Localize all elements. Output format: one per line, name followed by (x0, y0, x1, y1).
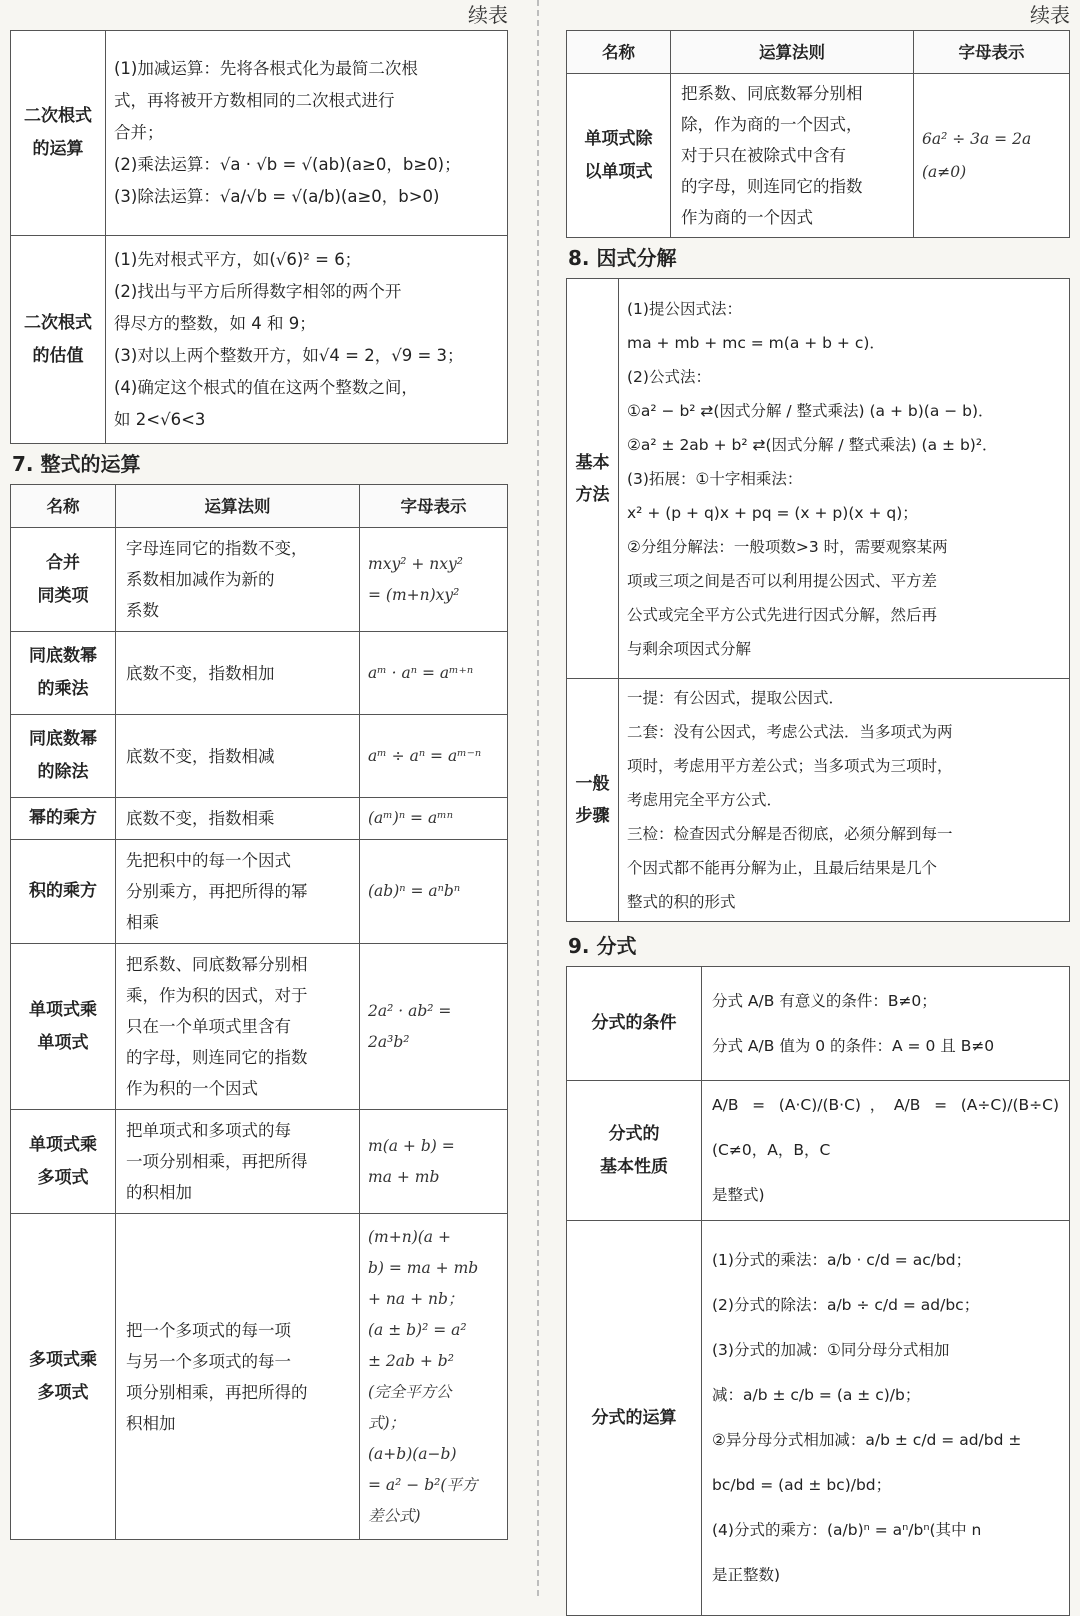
row-rule-line: (4)分式的乘方：(a/b)ⁿ = aⁿ/bⁿ(其中 n (712, 1521, 982, 1539)
row-rule-line: 如 2<√6<3 (114, 409, 206, 429)
left-column (10, 0, 508, 1540)
row-name-line: 的除法 (37, 762, 89, 782)
row-rule-line: ①a² − b² ⇄(因式分解 / 整式乘法) (a + b)(a − b)． (627, 401, 994, 420)
row-rule-line: bc/bd = (ad ± bc)/bd； (712, 1476, 892, 1494)
table-row (11, 798, 508, 840)
row-rule (702, 1221, 1070, 1616)
right-column (566, 0, 1070, 1616)
row-expression (360, 840, 508, 944)
row-name (11, 1110, 116, 1214)
row-expression-line: (a ± b)² = a² (368, 1320, 467, 1339)
row-rule-line: 只在一个单项式里含有 (126, 1017, 291, 1036)
row-name-line: 以单项式 (584, 161, 653, 182)
row-rule-line: 积相加 (126, 1413, 176, 1433)
row-rule-line: (2)分式的除法：a/b ÷ c/d = ad/bc； (712, 1296, 980, 1314)
row-rule (671, 74, 914, 238)
row-rule-line: 底数不变，指数相减 (126, 746, 275, 766)
row-rule-line: 的积相加 (126, 1183, 192, 1202)
row-name (11, 944, 116, 1110)
row-name-line: 单项式除 (584, 128, 653, 149)
row-name-line: 的估值 (32, 345, 84, 366)
row-rule (116, 840, 360, 944)
row-expression-line: 式)； (368, 1413, 406, 1432)
column-divider (537, 0, 539, 1596)
table-row (11, 840, 508, 944)
row-rule-line: 底数不变，指数相乘 (126, 809, 275, 828)
header-letter: 字母表示 (914, 31, 1070, 74)
row-name-line: 同底数幂 (29, 729, 97, 749)
row-rule-line: 分别乘方，再把所得的幂 (126, 882, 308, 901)
row-rule-line: (1)分式的乘法：a/b · c/d = ac/bd； (712, 1251, 972, 1269)
row-name (567, 1221, 702, 1616)
table-row (11, 1110, 508, 1214)
table-row (567, 74, 1070, 238)
row-expression-line: = a² − b²(平方 (368, 1475, 478, 1494)
header-letter: 字母表示 (360, 485, 508, 528)
table-row (11, 528, 508, 632)
row-rule-line: 把系数、同底数幂分别相 (126, 955, 308, 974)
header-rule: 运算法则 (116, 485, 360, 528)
row-rule-line: (3)除法运算：√a/√b = √(a/b)(a≥0，b>0) (114, 187, 440, 206)
row-rule-line: 整式的积的形式 (627, 893, 736, 911)
row-name (11, 798, 116, 840)
row-rule-line: 字母连同它的指数不变， (126, 539, 308, 558)
row-name (567, 679, 619, 922)
row-name (567, 967, 702, 1081)
row-rule-line: 一项分别相乘，再把所得 (126, 1152, 308, 1171)
row-expression-line: 差公式) (368, 1506, 421, 1525)
row-rule-line: (1)先对根式平方，如(√6)² = 6； (114, 249, 362, 269)
row-expression (360, 632, 508, 715)
row-rule-line: (2)公式法： (627, 367, 711, 386)
row-rule-line: 与剩余项因式分解 (627, 639, 752, 658)
row-rule-line: 系数 (126, 601, 159, 620)
row-name (11, 840, 116, 944)
row-rule-line: 项时，考虑用平方差公式；当多项式为三项时， (627, 757, 953, 775)
row-rule (116, 632, 360, 715)
section-7-title: 7. 整式的运算 (12, 452, 141, 476)
row-rule-line: 系数相加减作为新的 (126, 570, 275, 589)
row-name-line: 分式的运算 (591, 1407, 677, 1428)
row-expression (914, 74, 1070, 238)
row-rule-line: 对于只在被除式中含有 (681, 146, 846, 165)
row-rule-line: 得尽方的整数，如 4 和 9； (114, 313, 316, 333)
row-expression-line: ± 2ab + b² (368, 1351, 454, 1370)
row-rule-line: 除，作为商的一个因式， (681, 115, 863, 134)
row-rule (116, 1110, 360, 1214)
table-row (11, 944, 508, 1110)
row-name-line: 步骤 (575, 806, 610, 826)
polynomial-table (10, 484, 508, 1540)
row-name-line: 单项式乘 (29, 1134, 97, 1155)
factorization-table (566, 278, 1070, 922)
row-rule-line: 是整式) (712, 1186, 765, 1204)
row-expression-line: m(a + b) = (368, 1136, 455, 1155)
row-name-line: 幂的乘方 (29, 808, 97, 828)
row-rule-line: 一提：有公因式，提取公因式． (627, 689, 845, 707)
row-expression-line: 2a³b² (368, 1032, 410, 1051)
header-row (11, 485, 508, 528)
row-rule-line: 底数不变，指数相加 (126, 663, 275, 683)
row-rule (116, 798, 360, 840)
row-expression-line: aᵐ · aⁿ = aᵐ⁺ⁿ (368, 663, 474, 682)
row-name-line: 的运算 (32, 139, 84, 159)
row-rule-line: 与另一个多项式的每一 (126, 1351, 291, 1371)
row-rule (106, 236, 508, 444)
row-rule-line: 的字母，则连同它的指数 (681, 177, 863, 196)
row-rule (116, 528, 360, 632)
table-row (567, 1081, 1070, 1221)
row-expression-line: b) = ma + mb (368, 1258, 479, 1277)
row-rule-line: 合并； (114, 123, 164, 142)
row-rule-line: 的字母，则连同它的指数 (126, 1048, 308, 1067)
row-expression-line: 2a² · ab² = (368, 1001, 452, 1020)
row-rule-line: ②异分母分式相加减：a/b ± c/d = ad/bd ± (712, 1431, 1022, 1449)
row-rule-line: (2)找出与平方后所得数字相邻的两个开 (114, 281, 402, 301)
row-name (11, 528, 116, 632)
row-rule-line: 把一个多项式的每一项 (126, 1320, 291, 1340)
row-rule-line: (1)提公因式法： (627, 299, 742, 318)
row-name (11, 1214, 116, 1540)
row-rule (702, 967, 1070, 1081)
row-name-line: 分式的 (608, 1123, 660, 1144)
row-name (11, 31, 106, 236)
row-name-line: 的乘法 (37, 679, 89, 699)
row-expression-line: + na + nb； (368, 1289, 464, 1308)
row-name-line: 方法 (575, 484, 610, 505)
row-name-line: 二次根式 (24, 106, 92, 126)
row-rule-line: 作为积的一个因式 (126, 1079, 258, 1098)
header-row (567, 31, 1070, 74)
row-name-line: 基本 (575, 452, 610, 473)
row-rule-line: (4)确定这个根式的值在这两个整数之间， (114, 377, 418, 397)
row-rule-line: 先把积中的每一个因式 (126, 851, 291, 870)
row-rule-line: A/B = (A·C)/(B·C)，A/B = (A÷C)/(B÷C)(C≠0，A，B，C (712, 1096, 1059, 1159)
row-name (567, 279, 619, 679)
row-expression (360, 1110, 508, 1214)
row-expression (360, 944, 508, 1110)
row-name (567, 1081, 702, 1221)
row-expression-line: mxy² + nxy² (368, 554, 463, 573)
table-row (11, 715, 508, 798)
row-rule-line: 考虑用完全平方公式． (627, 791, 783, 809)
row-rule-line: 减：a/b ± c/b = (a ± c)/b； (712, 1386, 921, 1404)
row-rule-line: 分式 A/B 值为 0 的条件：A = 0 且 B≠0 (712, 1036, 995, 1055)
row-rule-line: 项分别相乘，再把所得的 (126, 1382, 308, 1402)
row-expression-line: (aᵐ)ⁿ = aᵐⁿ (368, 809, 453, 827)
table-row (11, 236, 508, 444)
row-rule (702, 1081, 1070, 1221)
row-name-line: 基本性质 (600, 1156, 668, 1177)
row-name (567, 74, 671, 238)
row-rule-line: 项或三项之间是否可以利用提公因式、平方差 (627, 571, 938, 590)
row-expression-line: (m+n)(a + (368, 1227, 451, 1246)
row-rule-line: 式，再将被开方数相同的二次根式进行 (114, 91, 395, 110)
continuation-label-left: 续表 (468, 3, 508, 27)
continuation-label-right: 续表 (1030, 3, 1070, 27)
row-rule-line: ma + mb + mc = m(a + b + c)． (627, 333, 885, 352)
row-expression-line: (ab)ⁿ = aⁿbⁿ (368, 882, 461, 900)
table-row (11, 632, 508, 715)
row-rule (116, 1214, 360, 1540)
row-name-line: 多项式乘 (29, 1349, 97, 1370)
row-expression-line: aᵐ ÷ aⁿ = aᵐ⁻ⁿ (368, 746, 482, 765)
radical-table (10, 30, 508, 444)
monomial-division-table (566, 30, 1070, 238)
row-rule (106, 31, 508, 236)
row-name-line: 积的乘方 (29, 881, 97, 901)
row-name-line: 合并 (46, 552, 80, 573)
row-rule-line: (3)拓展：①十字相乘法： (627, 469, 803, 488)
row-name-line: 单项式 (37, 1032, 89, 1053)
row-rule-line: 把单项式和多项式的每 (126, 1121, 291, 1140)
row-name (11, 236, 106, 444)
row-name-line: 同底数幂 (29, 646, 97, 666)
row-rule-line: 把系数、同底数幂分别相 (681, 84, 863, 103)
row-rule-line: ②a² ± 2ab + b² ⇄(因式分解 / 整式乘法) (a ± b)²． (627, 435, 998, 454)
table-row (11, 31, 508, 236)
row-expression-line: ma + mb (368, 1167, 440, 1186)
row-rule-line: 三检：检查因式分解是否彻底，必须分解到每一 (627, 825, 953, 843)
row-rule-line: 二套：没有公因式，考虑公式法．当多项式为两 (627, 723, 953, 741)
row-rule (116, 715, 360, 798)
row-expression (360, 1214, 508, 1540)
row-rule-line: 相乘 (126, 913, 159, 932)
row-name-line: 单项式乘 (29, 999, 97, 1020)
row-expression-line: = (m+n)xy² (368, 585, 460, 604)
row-rule-line: 个因式都不能再分解为止，且最后结果是几个 (627, 859, 938, 877)
row-rule-line: 乘，作为积的因式，对于 (126, 986, 308, 1005)
row-expression-line: 6a² ÷ 3a = 2a (922, 129, 1032, 148)
row-rule-line: (3)分式的加减：①同分母分式相加 (712, 1341, 950, 1359)
row-rule (116, 944, 360, 1110)
row-name-line: 多项式 (37, 1167, 89, 1188)
row-name-line: 多项式 (37, 1382, 89, 1403)
row-expression (360, 528, 508, 632)
row-expression (360, 715, 508, 798)
row-expression-line: (a≠0) (922, 162, 967, 181)
section-8-title: 8. 因式分解 (568, 246, 677, 270)
row-rule-line: (3)对以上两个整数开方，如√4 = 2，√9 = 3； (114, 345, 464, 365)
row-name-line: 同类项 (37, 585, 89, 606)
section-9-title: 9. 分式 (568, 934, 637, 958)
table-row (567, 1221, 1070, 1616)
table-row (567, 679, 1070, 922)
row-name-line: 一般 (575, 774, 610, 794)
row-name-line: 二次根式 (24, 312, 92, 333)
row-rule-line: 是正整数) (712, 1566, 781, 1584)
row-rule (619, 279, 1070, 679)
row-expression-line: (a+b)(a−b) (368, 1444, 457, 1463)
row-rule-line: x² + (p + q)x + pq = (x + p)(x + q)； (627, 503, 918, 522)
fraction-table (566, 966, 1070, 1616)
header-name: 名称 (567, 31, 671, 74)
row-rule-line: 作为商的一个因式 (681, 208, 813, 227)
row-rule-line: 公式或完全平方公式先进行因式分解，然后再 (627, 605, 938, 624)
row-expression-line: (完全平方公 (368, 1382, 452, 1401)
row-name (11, 715, 116, 798)
header-rule: 运算法则 (671, 31, 914, 74)
row-name (11, 632, 116, 715)
row-rule-line: 分式 A/B 有意义的条件：B≠0； (712, 991, 937, 1010)
row-expression (360, 798, 508, 840)
row-rule-line: ②分组分解法：一般项数>3 时，需要观察某两 (627, 537, 948, 556)
table-row (567, 279, 1070, 679)
table-row (11, 1214, 508, 1540)
row-rule-line: (2)乘法运算：√a · √b = √(ab)(a≥0，b≥0)； (114, 155, 461, 174)
row-rule-line: (1)加减运算：先将各根式化为最简二次根 (114, 59, 418, 78)
table-row (567, 967, 1070, 1081)
header-name: 名称 (11, 485, 116, 528)
row-rule (619, 679, 1070, 922)
row-name-line: 分式的条件 (591, 1013, 677, 1033)
